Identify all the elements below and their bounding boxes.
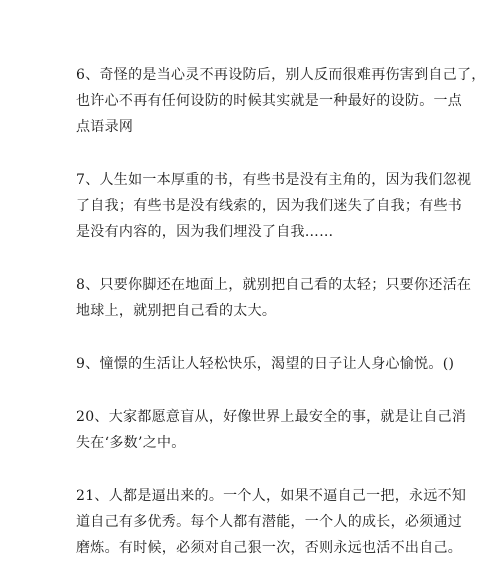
quote-paragraph-6 <box>76 62 486 140</box>
text-line: 也许心不再有任何设防的时候其实就是一种最好的设防。一点 <box>76 93 463 109</box>
text-line: 点语录网 <box>76 119 134 135</box>
text-line: 8、只要你脚还在地面上，就别把自己看的太轻；只要你还活在 <box>76 277 472 293</box>
quote-paragraph-8 <box>76 272 472 324</box>
document-body <box>76 62 486 566</box>
quote-paragraph-21 <box>76 483 467 561</box>
text-line: 9、憧憬的生活让人轻松快乐，渴望的日子让人身心愉悦。() <box>76 356 455 372</box>
text-line: 6、奇怪的是当心灵不再设防后，别人反而很难再伤害到自己了， <box>76 67 486 83</box>
text-line: 磨炼。有时候，必须对自己狠一次，否则永远也活不出自己。 <box>76 540 463 556</box>
quote-paragraph-9 <box>76 351 455 377</box>
quote-paragraph-20 <box>76 404 467 456</box>
text-line: 21、人都是逼出来的。一个人，如果不逼自己一把，永远不知 <box>76 488 467 504</box>
text-line: 是没有内容的，因为我们埋没了自我…… <box>76 224 334 240</box>
text-line: 失在‘多数’之中。 <box>76 435 186 451</box>
quote-paragraph-7 <box>76 167 472 245</box>
text-line: 了自我；有些书是没有线索的，因为我们迷失了自我；有些书 <box>76 198 463 214</box>
text-line: 地球上，就别把自己看的太大。 <box>76 303 277 319</box>
text-line: 7、人生如一本厚重的书，有些书是没有主角的，因为我们忽视 <box>76 172 472 188</box>
text-line: 道自己有多优秀。每个人都有潜能，一个人的成长，必须通过 <box>76 514 463 530</box>
text-line: 20、大家都愿意盲从，好像世界上最安全的事，就是让自己消 <box>76 409 467 425</box>
